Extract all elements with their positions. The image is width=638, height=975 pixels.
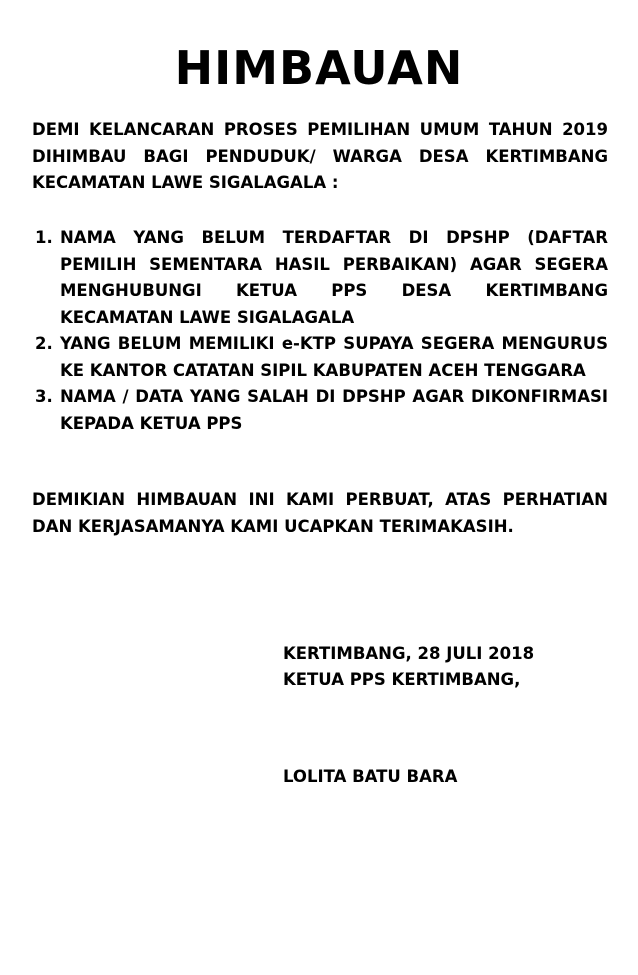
signature-place-date: KERTIMBANG, 28 JULI 2018	[283, 644, 535, 663]
list-item-number: 1.	[35, 228, 53, 247]
list-item	[32, 384, 608, 437]
closing-paragraph: DEMIKIAN HIMBAUAN INI KAMI PERBUAT, ATAS PERHATIAN DAN KERJASAMANYA KAMI UCAPKAN TERIMAKASIH.	[32, 490, 608, 536]
list-item-text: NAMA YANG BELUM TERDAFTAR DI DPSHP (DAFTAR PEMILIH SEMENTARA HASIL PERBAIKAN) AGAR SEGERA MENGHUBUNGI KETUA PPS DESA KERTIMBANG KECAMATAN LAWE SIGALAGALA	[60, 228, 608, 327]
list-item-number: 3.	[35, 387, 53, 406]
signature-role: KETUA PPS KERTIMBANG,	[283, 670, 521, 689]
appeal-list	[32, 225, 608, 437]
list-item-text: NAMA / DATA YANG SALAH DI DPSHP AGAR DIKONFIRMASI KEPADA KETUA PPS	[60, 387, 608, 433]
list-item-text: YANG BELUM MEMILIKI e-KTP SUPAYA SEGERA MENGURUS KE KANTOR CATATAN SIPIL KABUPATEN ACEH TENGGARA	[60, 334, 608, 380]
list-item	[32, 225, 608, 331]
list-item	[32, 331, 608, 384]
signature-name: LOLITA BATU BARA	[283, 767, 458, 786]
document-title: HIMBAUAN	[174, 41, 464, 95]
intro-paragraph: DEMI KELANCARAN PROSES PEMILIHAN UMUM TAHUN 2019 DIHIMBAU BAGI PENDUDUK/ WARGA DESA KERTIMBANG KECAMATAN LAWE SIGALAGALA :	[32, 120, 608, 192]
list-item-number: 2.	[35, 334, 53, 353]
